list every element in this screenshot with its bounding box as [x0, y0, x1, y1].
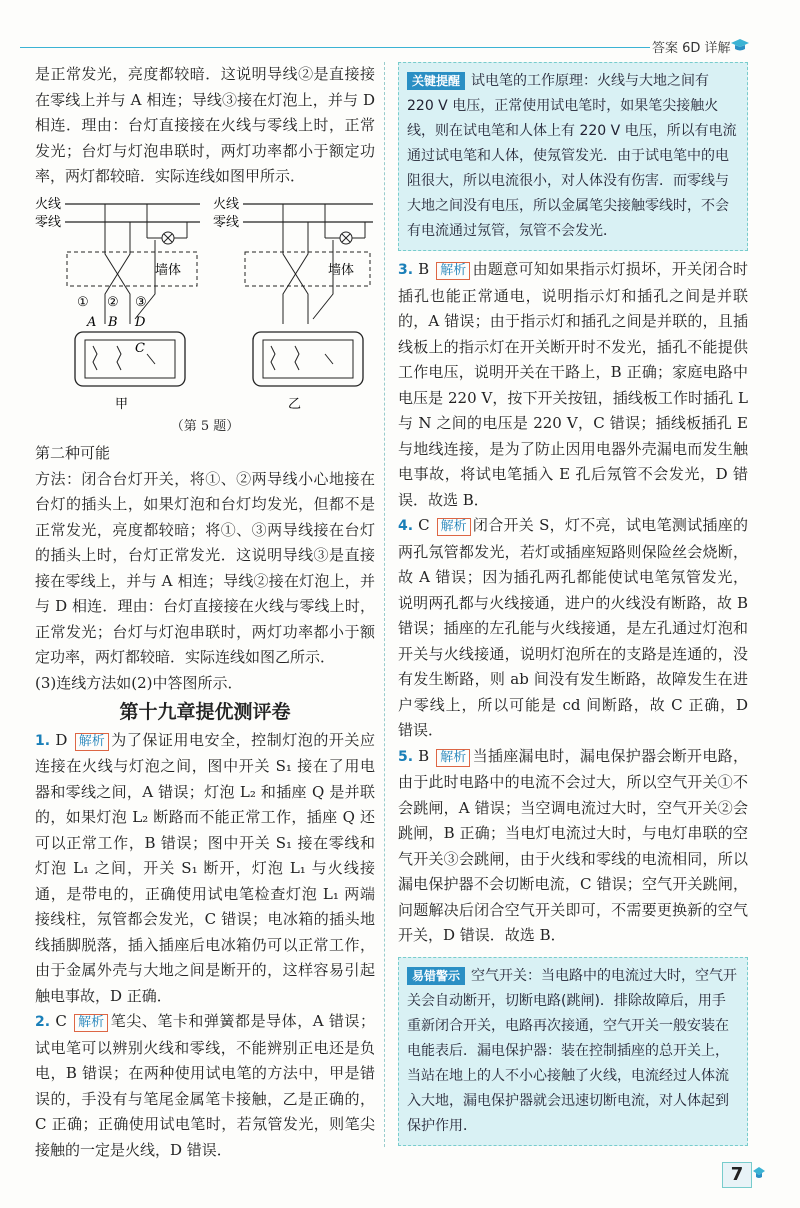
question-number: 4. — [398, 518, 414, 534]
wall-label: 墙体 — [328, 262, 355, 278]
wire-3-label: ③ — [135, 294, 147, 310]
analysis-tag: 解析 — [74, 1014, 108, 1032]
answer-item — [35, 1009, 375, 1163]
live-label: 火线 — [35, 196, 62, 212]
terminal-a: A — [87, 314, 97, 330]
key-reminder-box — [398, 62, 748, 251]
analysis-tag: 解析 — [436, 749, 470, 767]
terminal-b: B — [108, 314, 118, 330]
wiring-diagram — [35, 194, 375, 412]
common-mistake-text: 空气开关：当电路中的电流过大时，空气开关会自动断开，切断电路(跳闸)．排除故障后，用手重新闭合开关，电路再次接通，空气开关一般安装在电能表后．漏电保护器：装在控制插座的总开关上，当站在地上的人不小心接触了火线，电流经过人体流入大地，漏电保护器就会迅速切断电流，对人体起到保护作用． — [407, 967, 738, 1134]
answer-item — [35, 728, 375, 1010]
neutral-label: 零线 — [35, 214, 62, 230]
diagram-yi — [213, 196, 373, 412]
analysis-tag: 解析 — [437, 518, 471, 536]
answer-item — [398, 513, 748, 744]
analysis-text: 为了保证用电安全，控制灯泡的开关应连接在火线与灯泡之间，图中开关 S₁ 接在了用电器和零线之间，A 错误；灯泡 L₂ 和插座 Q 是并联的，如果灯泡 L₂ 断路而不能正常工作，插座 Q 还可以正常工作，B 错误；图中开关 S₁ 接在零线和灯泡 L₁ 之间，开关 S₁ 断开，灯泡 L₁ 与火线接通，是带电的，正确使用试电笔检查灯泡 L₁ 两端接线柱，氖管都会发光，C 错误；电冰箱的插头地线插脚脱落，插入插座后电冰箱仍可以正常工作，由于金属外壳与大地之间是断开的，这样容易引起触电事故，D 正确． — [35, 730, 375, 1005]
answer-choice: C — [55, 1012, 67, 1030]
key-reminder-text: 试电笔的工作原理：火线与大地之间有 220 V 电压，正常使用试电笔时，如果笔尖接触火线，则在试电笔和人体上有 220 V 电压，所以有电流通过试电笔和人体，使氖管发光．由于试电笔中的电阻很大，所以电流很小，对人体没有伤害．而零线与大地之间没有电压，所以金属笔尖接触零线时，不会有电流通过氖管，氖管不会发光． — [407, 73, 737, 239]
answer-choice: D — [55, 730, 68, 749]
live-label: 火线 — [213, 196, 240, 212]
chapter-title: 第十九章提优测评卷 — [119, 701, 291, 723]
key-reminder-tag: 关键提醒 — [407, 72, 465, 90]
question-number: 2. — [35, 1014, 51, 1030]
answer-choice: C — [418, 516, 430, 534]
answer-item — [398, 744, 748, 949]
analysis-text: 闭合开关 S，灯不亮，试电笔测试插座的两孔氖管都发光，若灯或插座短路则保险丝会烧断，故 A 错误；因为插孔两孔都能使试电笔氖管发光，说明两孔都与火线接通，进户的火线没有断路，故 B 错误；插座的左孔能与火线接通，是左孔通过灯泡和开关与火线接通，说明灯泡所在的支路是连通的，没有发生断路，则 ab 间没有发生断路，故障发生在进户零线上，所以可能是 cd 间断路，故 C 正确，D 错误． — [398, 516, 748, 739]
diagram-jia — [35, 196, 200, 412]
common-mistake-box — [398, 957, 748, 1146]
graduation-cap-icon — [730, 38, 750, 52]
left-column — [35, 62, 375, 1163]
neutral-label: 零线 — [213, 214, 240, 230]
analysis-tag: 解析 — [436, 262, 470, 280]
paragraph: 第二种可能 — [35, 444, 111, 462]
figure-caption: （第 5 题） — [170, 418, 240, 434]
paragraph: (3)连线方法如(2)中答图所示． — [35, 673, 243, 692]
right-column — [398, 62, 748, 1146]
page-corner-icon — [752, 1166, 766, 1180]
answer-choice: B — [418, 260, 430, 278]
header-rule — [20, 47, 650, 48]
diagram-jia-label: 甲 — [115, 396, 129, 412]
common-mistake-tag: 易错警示 — [407, 967, 465, 985]
analysis-text: 当插座漏电时，漏电保护器会断开电路，由于此时电路中的电流不会过大，所以空气开关①不会跳闸，A 错误；当空调电流过大时，空气开关②会跳闸，B 正确；当电灯电流过大时，与电灯串联的空气开关③会跳闸，由于火线和零线的电流相同，所以漏电保护器不会切断电流，C 错误；空气开关跳闸，问题解决后闭合空气开关即可，不需要更换新的空气开关，D 错误．故选 B． — [398, 746, 748, 944]
terminal-d: D — [135, 314, 146, 330]
analysis-text: 笔尖、笔卡和弹簧都是导体，A 错误；试电笔可以辨别火线和零线，不能辨别正电还是负电，B 错误；在两种使用试电笔的方法中，甲是错误的，手没有与笔尾金属笔卡接触，乙是正确的，C 正确；正确使用试电笔时，若氖管发光，则笔尖接触的一定是火线，D 错误． — [35, 1012, 375, 1159]
wire-2-label: ② — [107, 294, 119, 310]
answer-item — [398, 257, 748, 513]
analysis-tag: 解析 — [75, 733, 109, 751]
header-label: 答案 6D 详解 — [652, 41, 731, 56]
answer-choice: B — [418, 746, 430, 765]
question-number: 1. — [35, 732, 51, 749]
paragraph: 方法：闭合台灯开关，将①、②两导线小心地接在台灯的插头上，如果灯泡和台灯均发光，但都不是正常发光，亮度都较暗；将①、③两导线接在台灯的插头上时，台灯正常发光．这说明导线③是直接接在零线上，并与 A 相连；导线②接在灯泡上，并与 D 相连．理由：台灯直接接在火线与零线上时，正常发光；台灯与灯泡串联时，两灯功率都小于额定功率，两灯都较暗．实际连线如图乙所示． — [35, 469, 375, 666]
wall-label: 墙体 — [155, 262, 182, 278]
question-number: 3. — [398, 262, 414, 278]
column-divider — [384, 62, 385, 1147]
page-number: 7 — [722, 1162, 752, 1188]
wire-1-label: ① — [77, 294, 89, 310]
paragraph: 是正常发光，亮度都较暗．这说明导线②是直接接在零线上并与 A 相连；导线③接在灯泡上，并与 D 相连．理由：台灯直接接在火线与零线上时，正常发光；台灯与灯泡串联时，两灯功率都小于额定功率，两灯都较暗．实际连线如图甲所示． — [35, 65, 375, 185]
terminal-c: C — [135, 340, 145, 356]
diagram-yi-label: 乙 — [288, 396, 302, 412]
analysis-text: 由题意可知如果指示灯损坏，开关闭合时插孔也能正常通电，说明指示灯和插孔之间是并联的，A 错误；由于指示灯和插孔之间是并联的，且插线板上的指示灯在开关断开时不发光，插孔不能提供工作电压，说明开关在干路上，B 正确；家庭电路中电压是 220 V，按下开关按钮，插线板工作时插孔 L 与 N 之间的电压是 220 V，C 错误；插线板插孔 E 与地线连接，是为了防止因用电器外壳漏电而发生触电事故，将试电笔插入 E 孔后氖管不会发光，D 错误．故选 B． — [398, 260, 748, 509]
question-number: 5. — [398, 748, 414, 765]
